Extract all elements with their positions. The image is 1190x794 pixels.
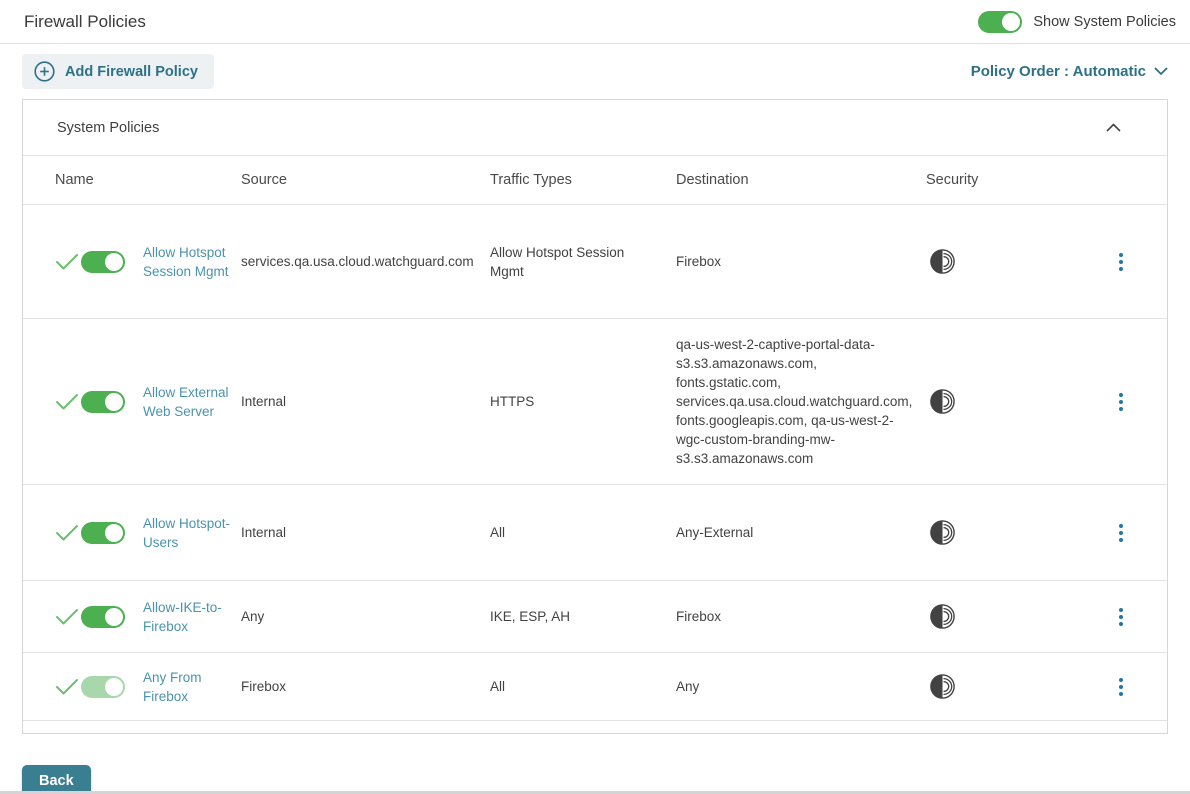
panel-bottom-padding xyxy=(23,721,1167,733)
policy-source: Internal xyxy=(241,525,287,540)
toggle-knob xyxy=(1002,13,1020,31)
policy-destination: qa-us-west-2-captive-portal-data-s3.s3.amazonaws.com, fonts.gstatic.com, services.qa.usa.cloud.watchguard.com, fonts.googleapis.com, qa-us-west-2-wgc-custom-branding-mw-s3.s3.amazonaws.com xyxy=(676,337,913,466)
column-header-security: Security xyxy=(926,172,979,188)
policy-source: Internal xyxy=(241,394,287,409)
column-header-destination: Destination xyxy=(676,172,749,188)
table-row xyxy=(23,205,1167,319)
add-firewall-policy-button[interactable] xyxy=(22,54,214,89)
table-row xyxy=(23,653,1167,721)
toggle-knob xyxy=(105,393,123,411)
toggle-knob xyxy=(105,253,123,271)
policy-name-link[interactable]: Any From Firebox xyxy=(143,669,202,704)
policy-allowed-check-icon xyxy=(23,678,81,696)
policy-name-link[interactable]: Allow-IKE-to-Firebox xyxy=(143,599,222,634)
policy-allowed-check-icon xyxy=(23,393,81,411)
policy-enabled-toggle[interactable] xyxy=(81,606,125,628)
policy-destination: Firebox xyxy=(676,254,722,269)
policy-name-link[interactable]: Allow Hotspot Session Mgmt xyxy=(143,244,229,279)
footer xyxy=(0,734,1190,794)
policy-destination: Any-External xyxy=(676,525,754,540)
policy-traffic-types: All xyxy=(490,525,506,540)
security-services-icon xyxy=(926,388,1091,415)
toggle-knob xyxy=(105,608,123,626)
table-row xyxy=(23,319,1167,485)
show-system-policies-label: Show System Policies xyxy=(1033,13,1176,30)
policy-enabled-toggle[interactable] xyxy=(81,391,125,413)
kebab-menu-icon[interactable] xyxy=(1115,389,1127,415)
policy-name-link[interactable]: Allow Hotspot-Users xyxy=(143,515,231,550)
collapse-section-button[interactable] xyxy=(1104,121,1123,134)
back-button[interactable]: Back xyxy=(22,765,91,794)
toggle-knob xyxy=(105,524,123,542)
policy-table-body xyxy=(23,205,1167,721)
policy-traffic-types: IKE, ESP, AH xyxy=(490,609,571,624)
table-header-row xyxy=(23,156,1167,205)
show-system-policies-toggle[interactable] xyxy=(978,11,1022,33)
policy-source: Firebox xyxy=(241,679,287,694)
column-header-traffic-types: Traffic Types xyxy=(490,172,572,188)
page-title: Firewall Policies xyxy=(24,11,146,31)
kebab-menu-icon[interactable] xyxy=(1115,604,1127,630)
security-services-icon xyxy=(926,248,1091,275)
kebab-menu-icon[interactable] xyxy=(1115,249,1127,275)
policy-allowed-check-icon xyxy=(23,524,81,542)
policy-traffic-types: All xyxy=(490,679,506,694)
system-policies-panel-header xyxy=(23,100,1167,156)
security-services-icon xyxy=(926,519,1091,546)
policy-traffic-types: HTTPS xyxy=(490,394,535,409)
toolbar xyxy=(0,44,1190,99)
policy-enabled-toggle[interactable] xyxy=(81,251,125,273)
show-system-policies-control xyxy=(978,11,1176,33)
add-firewall-policy-label: Add Firewall Policy xyxy=(65,63,198,80)
policy-allowed-check-icon xyxy=(23,608,81,626)
policy-name-link[interactable]: Allow External Web Server xyxy=(143,384,229,419)
column-header-source: Source xyxy=(241,172,287,188)
toggle-knob xyxy=(105,678,123,696)
policy-source: Any xyxy=(241,609,265,624)
security-services-icon xyxy=(926,673,1091,700)
chevron-down-icon xyxy=(1154,67,1168,76)
table-row xyxy=(23,581,1167,653)
policy-enabled-toggle[interactable] xyxy=(81,522,125,544)
policy-traffic-types: Allow Hotspot Session Mgmt xyxy=(490,244,625,279)
column-header-name: Name xyxy=(55,172,94,188)
security-services-icon xyxy=(926,603,1091,630)
kebab-menu-icon[interactable] xyxy=(1115,520,1127,546)
chevron-up-icon xyxy=(1106,123,1121,132)
kebab-menu-icon[interactable] xyxy=(1115,674,1127,700)
policy-allowed-check-icon xyxy=(23,253,81,271)
page-header xyxy=(0,0,1190,44)
system-policies-panel xyxy=(22,99,1168,734)
policy-destination: Any xyxy=(676,679,700,694)
policy-order-dropdown[interactable] xyxy=(971,63,1168,80)
plus-circle-icon xyxy=(34,61,55,82)
table-row xyxy=(23,485,1167,581)
policy-destination: Firebox xyxy=(676,609,722,624)
policy-source: services.qa.usa.cloud.watchguard.com xyxy=(241,254,474,269)
policy-enabled-toggle[interactable] xyxy=(81,676,125,698)
policy-order-label: Policy Order : Automatic xyxy=(970,63,1146,80)
system-policies-title: System Policies xyxy=(57,119,160,136)
